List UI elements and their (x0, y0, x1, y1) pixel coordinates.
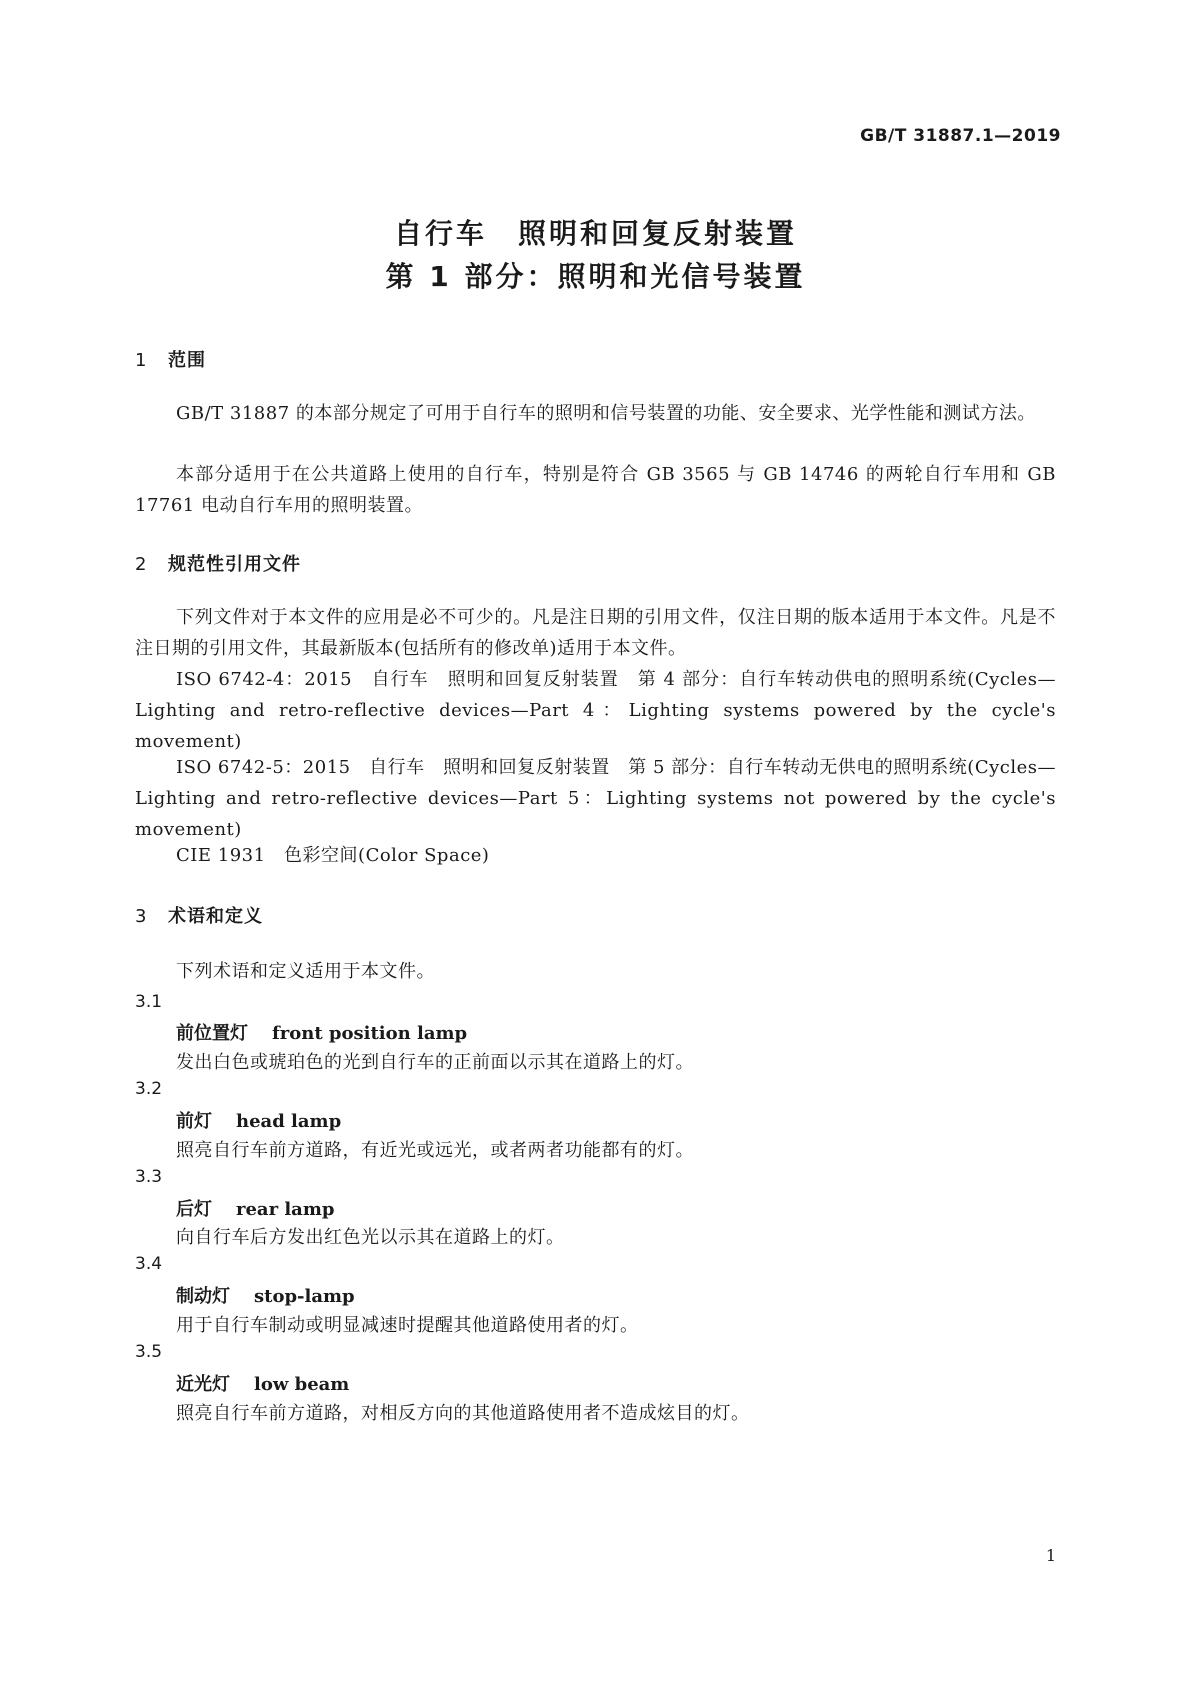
term-definition: 照亮自行车前方道路，有近光或远光，或者两者功能都有的灯。 (176, 1140, 694, 1161)
term-title (176, 1195, 334, 1221)
section-2-heading (135, 550, 301, 576)
term-definition: 照亮自行车前方道路，对相反方向的其他道路使用者不造成炫目的灯。 (176, 1403, 750, 1424)
ref-item-iso-6742-4: ISO 6742-4：2015 自行车 照明和回复反射装置 第 4 部分：自行车转动供电的照明系统(Cycles—Lighting and retro-reflective devices—Part 4：Lighting systems powered by the cycle's movement) (135, 669, 1056, 752)
terms-intro: 下列术语和定义适用于本文件。 (176, 961, 435, 982)
term-name-en: stop-lamp (254, 1286, 355, 1307)
term-name-en: front position lamp (272, 1023, 468, 1044)
term-name-cn: 近光灯 (176, 1374, 230, 1395)
term-title (176, 1370, 349, 1396)
section-number: 3 (135, 906, 148, 927)
scope-paragraph-1: GB/T 31887 的本部分规定了可用于自行车的照明和信号装置的功能、安全要求、光学性能和测试方法。 (176, 403, 1036, 424)
term-title (176, 1282, 355, 1308)
ref-item-iso-6742-5: ISO 6742-5：2015 自行车 照明和回复反射装置 第 5 部分：自行车转动无供电的照明系统(Cycles—Lighting and retro-reflective devices—Part 5：Lighting systems not powered by the cycle's movement) (135, 757, 1056, 840)
term-definition: 向自行车后方发出红色光以示其在道路上的灯。 (176, 1227, 565, 1248)
term-name-cn: 前位置灯 (176, 1023, 248, 1044)
section-title: 规范性引用文件 (168, 554, 301, 575)
section-title: 范围 (168, 350, 206, 371)
term-number: 3.2 (135, 1079, 163, 1099)
term-number: 3.3 (135, 1167, 163, 1187)
section-number: 1 (135, 350, 148, 371)
page-number: 1 (1045, 1546, 1056, 1565)
term-name-en: rear lamp (236, 1199, 335, 1220)
term-name-cn: 后灯 (176, 1199, 212, 1220)
term-title (176, 1019, 467, 1045)
section-3-heading (135, 902, 263, 928)
term-number: 3.1 (135, 992, 163, 1012)
section-number: 2 (135, 554, 148, 575)
term-name-cn: 前灯 (176, 1111, 212, 1132)
term-name-en: head lamp (236, 1111, 342, 1132)
term-title (176, 1107, 341, 1133)
document-title-line1: 自行车 照明和回复反射装置 (393, 217, 797, 250)
term-number: 3.5 (135, 1342, 163, 1362)
term-definition: 用于自行车制动或明显减速时提醒其他道路使用者的灯。 (176, 1315, 639, 1336)
term-name-en: low beam (254, 1374, 350, 1395)
document-title-line2: 第 1 部分：照明和光信号装置 (385, 260, 806, 293)
standard-code: GB/T 31887.1—2019 (860, 126, 1061, 146)
section-1-heading (135, 346, 206, 372)
term-name-cn: 制动灯 (176, 1286, 230, 1307)
refs-intro: 下列文件对于本文件的应用是必不可少的。凡是注日期的引用文件，仅注日期的版本适用于本文件。凡是不注日期的引用文件，其最新版本(包括所有的修改单)适用于本文件。 (135, 607, 1056, 659)
scope-paragraph-2: 本部分适用于在公共道路上使用的自行车，特别是符合 GB 3565 与 GB 14746 的两轮自行车用和 GB 17761 电动自行车用的照明装置。 (135, 464, 1056, 516)
section-title: 术语和定义 (168, 906, 263, 927)
term-number: 3.4 (135, 1254, 163, 1274)
ref-item-cie-1931: CIE 1931 色彩空间(Color Space) (176, 845, 490, 866)
term-definition: 发出白色或琥珀色的光到自行车的正前面以示其在道路上的灯。 (176, 1052, 694, 1073)
